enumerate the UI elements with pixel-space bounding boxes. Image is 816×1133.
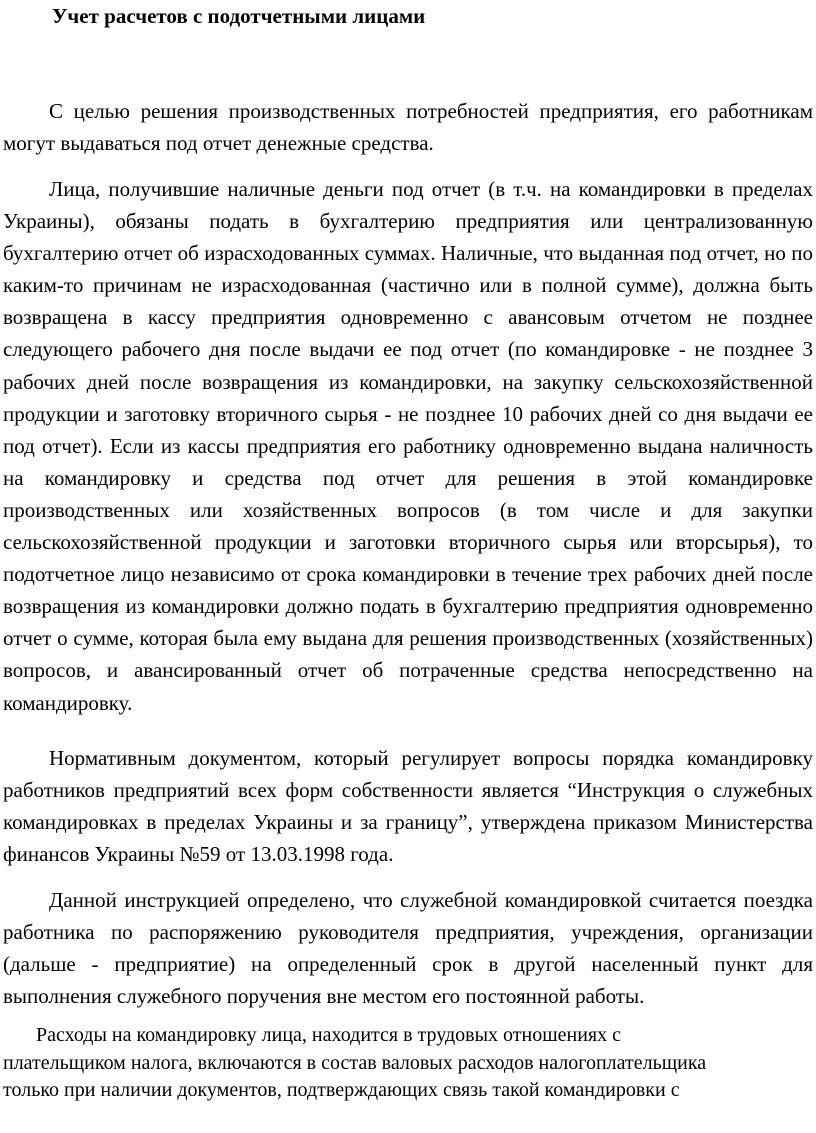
paragraph-purpose: С целью решения производственных потребностей предприятия, его работникам могут выдаваться под отчет денежные средства. (3, 99, 813, 156)
paragraph-normative-document: Нормативным документом, который регулирует вопросы порядка командировку работников предприятий всех форм собственности является “Инструкция о служебных командировках в пределах Украины и за границу”, утверждена приказом Министерства финансов Украины №59 от 13.03.1998 года. (3, 746, 813, 867)
paragraph-trip-expenses: Расходы на командировку лица, находится в трудовых отношениях с плательщиком налога, включаются в состав валовых расходов налогоплательщика только при наличии документов, подтверждающих связь такой командировки с (3, 1024, 707, 1102)
document-title: Учет расчетов с подотчетными лицами (52, 4, 426, 28)
paragraph-business-trip-definition: Данной инструкцией определено, что служебной командировкой считается поездка работника по распоряжению руководителя предприятия, учреждения, организации (дальше - предприятие) на определенный срок в другой населенный пункт для выполнения служебного поручения вне местом его постоянной работы. (3, 888, 813, 1009)
paragraph-reporting-rules: Лица, получившие наличные деньги под отчет (в т.ч. на командировки в пределах Украины), обязаны подать в бухгалтерию предприятия или централизованную бухгалтерию отчет об израсходованных суммах. Наличные, что выданная под отчет, но по каким-то причинам не израсходованная (частично или в полной сумме), должна быть возвращена в кассу предприятия одновременно с авансовым отчетом не позднее следующего рабочего дня после выдачи ее под отчет (по командировке - не позднее 3 рабочих дней после возвращения из командировки, на закупку сельскохозяйственной продукции и заготовку вторичного сырья - не позднее 10 рабочих дней со дня выдачи ее под отчет). Если из кассы предприятия его работнику одновременно выдана наличность на командировку и средства под отчет для решения в этой командировке производственных или хозяйственных вопросов (в том числе и для закупки сельскохозяйственной продукции и заготовки вторичного сырья или вторсырья), то подотчетное лицо независимо от срока командировки в течение трех рабочих дней после возвращения из командировки должно подать в бухгалтерию предприятия одновременно отчет о сумме, которая была ему выдана для решения производственных (хозяйственных) вопросов, и авансированный отчет об потраченные средства непосредственно на командировку. (3, 177, 813, 715)
